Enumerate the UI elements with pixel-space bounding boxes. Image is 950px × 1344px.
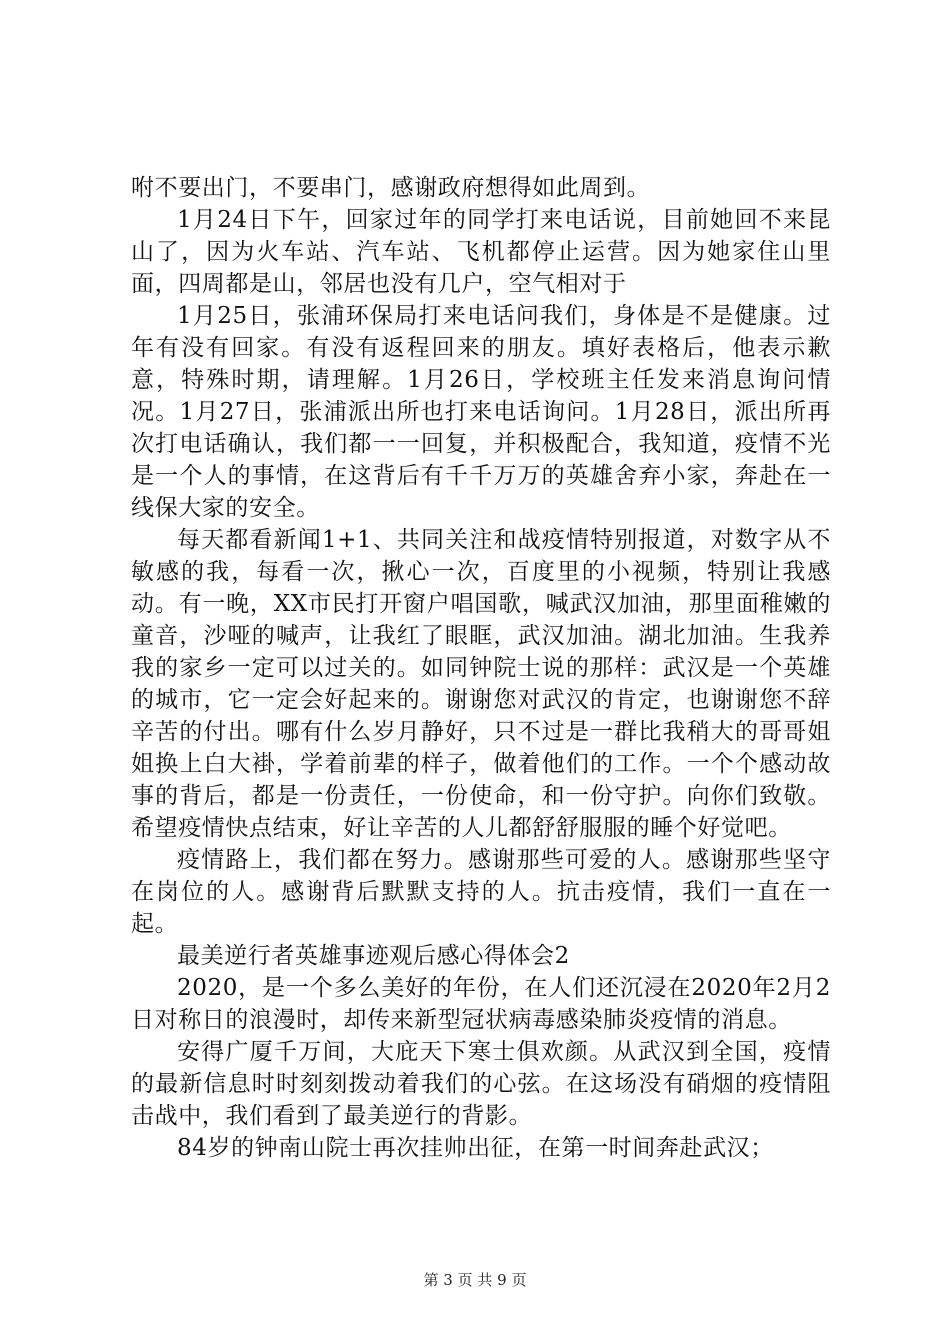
paragraph-news-watching: 每天都看新闻1+1、共同关注和战疫情特别报道，对数字从不敏感的我，每看一次，揪心一次，百度里的小视频，特别让我感动。有一晚，XX市民打开窗户唱国歌，喊武汉加油，那里面稚嫩的童音，沙哑的喊声，让我红了眼眶，武汉加油。湖北加油。生我养我的家乡一定可以过关的。如同钟院士说的那样：武汉是一个英雄的城市，它一定会好起来的。谢谢您对武汉的肯定，也谢谢您不辞辛苦的付出。哪有什么岁月静好，只不过是一群比我稍大的哥哥姐姐换上白大褂，学着前辈的样子，做着他们的工作。一个个感动故事的背后，都是一份责任，一份使命，和一份守护。向你们致敬。希望疫情快点结束，好让辛苦的人儿都舒舒服服的睡个好觉吧。 [131, 527, 831, 841]
paragraph-daily-checks: 1月25日，张浦环保局打来电话问我们，身体是不是健康。过年有没有回家。有没有返程回来的朋友。填好表格后，他表示歉意，特殊时期，请理解。1月26日，学校班主任发来消息询问情况。1月27日，张浦派出所也打来电话询问。1月28日，派出所再次打电话确认，我们都一一回复，并积极配合，我知道，疫情不光是一个人的事情，在这背后有千千万万的英雄舍弃小家，奔赴在一线保大家的安全。 [131, 303, 831, 521]
paragraph-continuation: 咐不要出门，不要串门，感谢政府想得如此周到。 [131, 175, 651, 201]
paragraph-together: 疫情路上，我们都在努力。感谢那些可爱的人。感谢那些坚守在岗位的人。感谢背后默默支持的人。抗击疫情，我们一直在一起。 [131, 847, 831, 937]
paragraph-year-2020: 2020，是一个多么美好的年份，在人们还沉浸在2020年2月2日对称日的浪漫时，却传来新型冠状病毒感染肺炎疫情的消息。 [131, 975, 831, 1033]
paragraph-poem: 安得广厦千万间，大庇天下寒士俱欢颜。从武汉到全国，疫情的最新信息时时刻刻拨动着我们的心弦。在这场没有硝烟的疫情阻击战中，我们看到了最美逆行的背影。 [131, 1039, 831, 1129]
page-number-footer: 第 3 页 共 9 页 [423, 1271, 527, 1289]
paragraph-classmate-call: 1月24日下午，回家过年的同学打来电话说，目前她回不来昆山了，因为火车站、汽车站、飞机都停止运营。因为她家住山里面，四周都是山，邻居也没有几户，空气相对于 [131, 207, 831, 297]
paragraph-zhong-nanshan: 84岁的钟南山院士再次挂帅出征，在第一时间奔赴武汉； [177, 1135, 774, 1161]
section-heading: 最美逆行者英雄事迹观后感心得体会2 [177, 943, 570, 969]
document-body [131, 172, 831, 1164]
